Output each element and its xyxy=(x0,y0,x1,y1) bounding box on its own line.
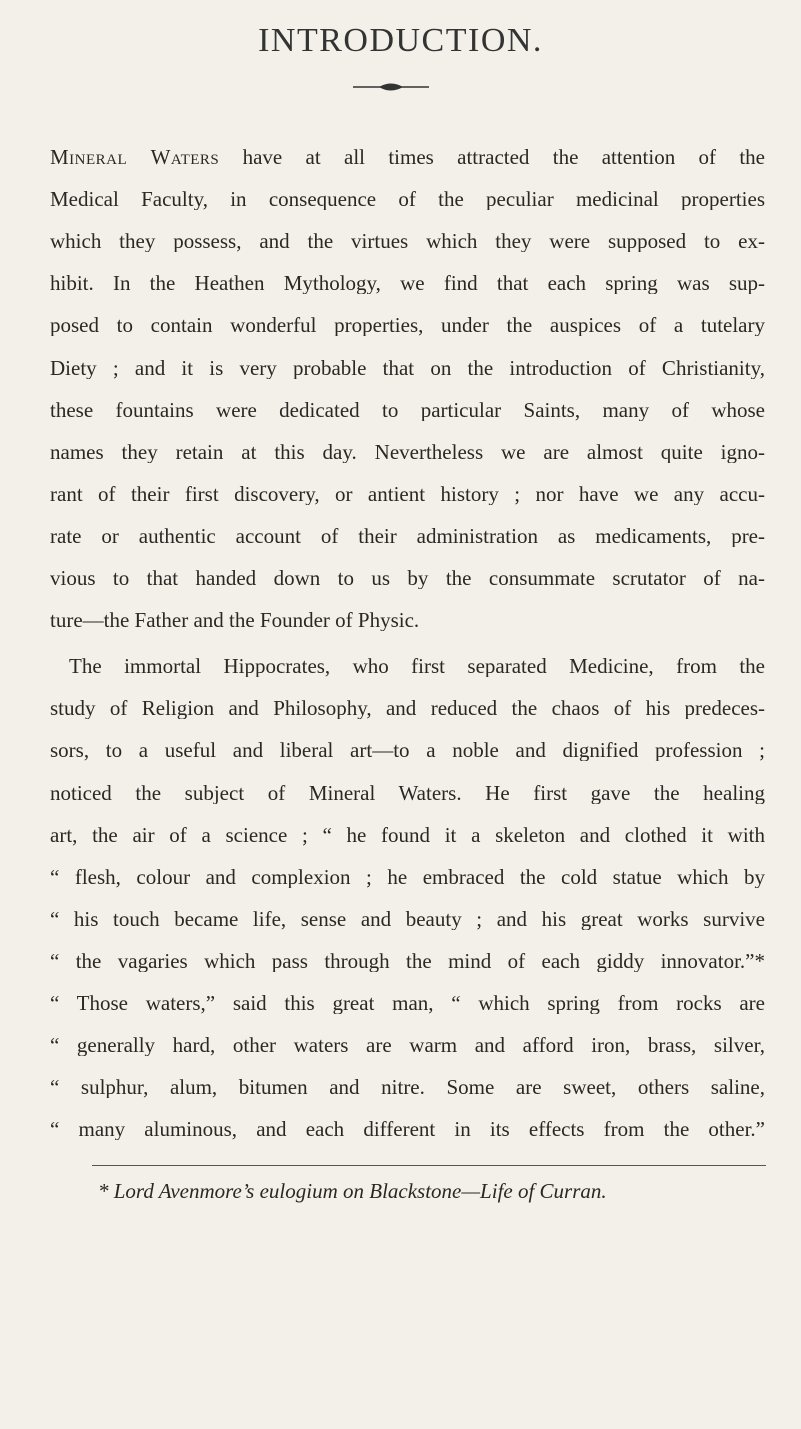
paragraph-2-line-10: “ generally hard, other waters are warm and afford iron, brass, silver, xyxy=(50,1035,765,1056)
paragraph-1-line-9: rant of their first discovery, or antient history ; nor have we any accu- xyxy=(50,484,765,505)
footnote: * Lord Avenmore’s eulogium on Blackstone—Life of Curran. xyxy=(98,1179,607,1203)
paragraph-1-line-4: hibit. In the Heathen Mythology, we find that each spring was sup- xyxy=(50,273,765,294)
paragraph-1-line-3: which they possess, and the virtues which they were supposed to ex- xyxy=(50,231,765,252)
paragraph-2-line-4: noticed the subject of Mineral Waters. He first gave the healing xyxy=(50,783,765,804)
paragraph-1-line-12: ture—the Father and the Founder of Physic. xyxy=(50,610,420,631)
paragraph-2-line-5: art, the air of a science ; “ he found it a skeleton and clothed it with xyxy=(50,825,765,846)
paragraph-1-line-6: Diety ; and it is very probable that on the introduction of Christianity, xyxy=(50,358,765,379)
paragraph-1-line-7: these fountains were dedicated to particular Saints, many of whose xyxy=(50,400,765,421)
paragraph-2-line-2: study of Religion and Philosophy, and reduced the chaos of his predeces- xyxy=(50,698,765,719)
ornament-icon xyxy=(351,80,431,94)
paragraph-1-line-2: Medical Faculty, in consequence of the peculiar medicinal properties xyxy=(50,189,765,210)
paragraph-2-line-11: “ sulphur, alum, bitumen and nitre. Some are sweet, others saline, xyxy=(50,1077,765,1098)
paragraph-2-line-9: “ Those waters,” said this great man, “ which spring from rocks are xyxy=(50,993,765,1014)
paragraph-1-line-1: Mineral Waters have at all times attracted the attention of the xyxy=(50,147,765,168)
page-title: INTRODUCTION. xyxy=(258,22,543,59)
paragraph-2-line-7: “ his touch became life, sense and beauty ; and his great works survive xyxy=(50,909,765,930)
paragraph-1-line-5: posed to contain wonderful properties, under the auspices of a tutelary xyxy=(50,315,765,336)
opening-small-caps: Mineral Waters xyxy=(50,147,220,168)
footnote-rule xyxy=(92,1165,766,1166)
paragraph-2-line-6: “ flesh, colour and complexion ; he embraced the cold statue which by xyxy=(50,867,765,888)
paragraph-1-line-8: names they retain at this day. Nevertheless we are almost quite igno- xyxy=(50,442,765,463)
paragraph-1-line-10: rate or authentic account of their administration as medicaments, pre- xyxy=(50,526,765,547)
paragraph-2-line-12: “ many aluminous, and each different in its effects from the other.” xyxy=(50,1119,765,1140)
paragraph-2-line-3: sors, to a useful and liberal art—to a noble and dignified profession ; xyxy=(50,740,765,761)
paragraph-2-line-1: The immortal Hippocrates, who first separated Medicine, from the xyxy=(69,656,765,677)
paragraph-1-line-11: vious to that handed down to us by the consummate scrutator of na- xyxy=(50,568,765,589)
paragraph-2-line-8: “ the vagaries which pass through the mind of each giddy innovator.”* xyxy=(50,951,765,972)
